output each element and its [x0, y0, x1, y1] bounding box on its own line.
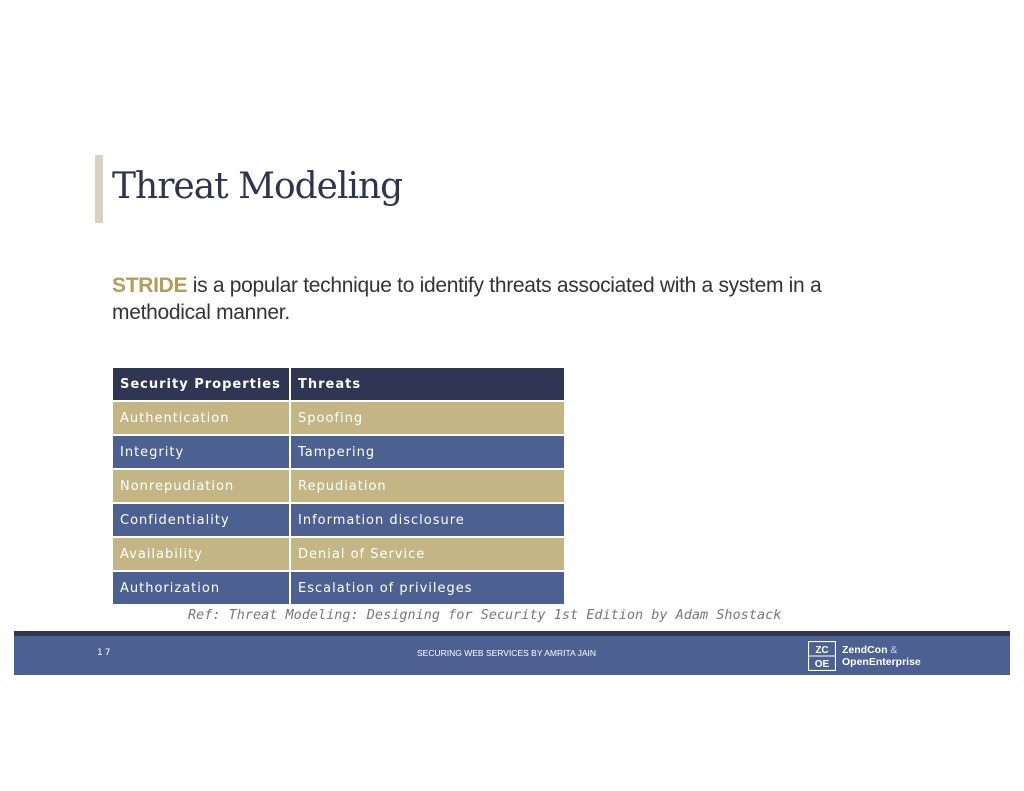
- threat-cell: Spoofing: [291, 402, 566, 436]
- intro-keyword: STRIDE: [112, 274, 188, 297]
- threat-cell: Information disclosure: [291, 504, 566, 538]
- table-row: [113, 504, 566, 538]
- table-header-row: [113, 368, 566, 402]
- table-row: [113, 470, 566, 504]
- table-row: [113, 436, 566, 470]
- header-threats: Threats: [291, 368, 566, 402]
- header-security-properties: Security Properties: [113, 368, 291, 402]
- table-row: [113, 538, 566, 572]
- logo-zendcon: ZendCon: [842, 644, 888, 656]
- threat-cell: Denial of Service: [291, 538, 566, 572]
- logo-mark-bottom: OE: [814, 659, 830, 670]
- property-cell: Integrity: [113, 436, 291, 470]
- zendcon-logo-mark: [808, 641, 836, 671]
- property-cell: Nonrepudiation: [113, 470, 291, 504]
- property-cell: Authorization: [113, 572, 291, 606]
- zendcon-logo: [808, 641, 928, 671]
- slide-title: Threat Modeling: [112, 166, 403, 207]
- logo-text-openenterprise: OpenEnterprise: [842, 656, 921, 668]
- threat-cell: Escalation of privileges: [291, 572, 566, 606]
- table-row: [113, 572, 566, 606]
- threat-cell: Tampering: [291, 436, 566, 470]
- logo-ampersand: &: [887, 644, 898, 656]
- intro-text: is a popular technique to identify threats associated with a system in a methodical manner.: [112, 274, 822, 324]
- footer-text: SECURING WEB SERVICES BY AMRITA JAIN: [417, 648, 597, 658]
- threat-cell: Repudiation: [291, 470, 566, 504]
- property-cell: Confidentiality: [113, 504, 291, 538]
- title-accent-bar: [95, 155, 103, 223]
- intro-paragraph: [112, 272, 912, 326]
- table-row: [113, 402, 566, 436]
- stride-table: [113, 368, 566, 606]
- reference-citation: Ref: Threat Modeling: Designing for Security 1st Edition by Adam Shostack: [188, 607, 782, 623]
- logo-text-zendcon: [842, 644, 897, 656]
- property-cell: Authentication: [113, 402, 291, 436]
- logo-mark-top: ZC: [815, 645, 829, 656]
- property-cell: Availability: [113, 538, 291, 572]
- page-number: 17: [97, 648, 113, 658]
